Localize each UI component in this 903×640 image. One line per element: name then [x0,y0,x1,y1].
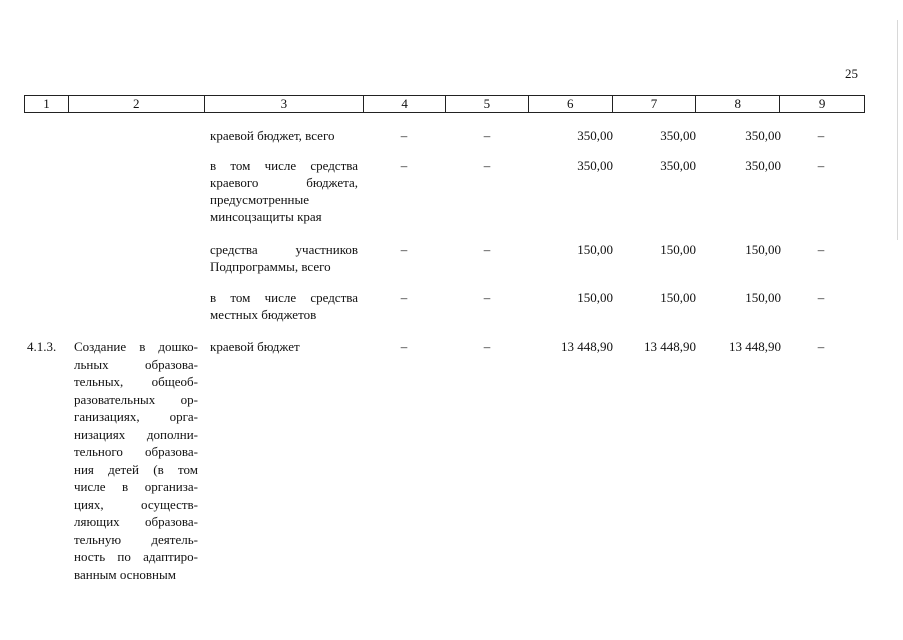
cell-col5: – [483,339,491,354]
table-header-row [24,95,865,113]
description-line: низациях дополни- [74,426,198,442]
header-cell-6: 6 [529,96,613,112]
header-cell-3: 3 [205,96,365,112]
header-cell-5: 5 [446,96,529,112]
cell-col8: 350,00 [745,128,781,143]
item-description [74,338,198,583]
page-edge-line [897,20,898,240]
cell-col9: – [817,242,825,257]
funding-source: в том числе средства краевого бюджета, предусмотренные минсоцзащиты края [210,158,358,224]
cell-col5: – [483,242,491,257]
cell-col9: – [817,158,825,173]
funding-source: краевой бюджет [210,339,300,354]
header-cell-1: 1 [25,96,69,112]
description-line: ванным основным [74,566,176,582]
description-line: льных образова- [74,356,198,372]
cell-col4: – [400,158,408,173]
header-cell-8: 8 [696,96,780,112]
cell-col8: 350,00 [745,158,781,173]
funding-source: средства участников Подпрограммы, всего [210,242,358,274]
description-line: числе в организа- [74,479,198,494]
cell-col8: 150,00 [745,242,781,257]
cell-col4: – [400,339,408,354]
cell-col6: 350,00 [577,128,613,143]
description-line: разовательных ор- [74,391,198,407]
description-line: тельных, общеоб- [74,374,198,389]
cell-col5: – [483,290,491,305]
cell-col4: – [400,290,408,305]
cell-col4: – [400,128,408,143]
description-line: ляющих образова- [74,514,198,529]
cell-col6: 150,00 [577,242,613,257]
cell-col7: 350,00 [660,128,696,143]
cell-col7: 350,00 [660,158,696,173]
cell-col6: 150,00 [577,290,613,305]
cell-col6: 13 448,90 [561,339,613,354]
cell-col5: – [483,158,491,173]
cell-col7: 150,00 [660,290,696,305]
description-line: Создание в дошко- [74,339,198,354]
page-number: 25 [845,66,858,81]
description-line: тельного образова- [74,444,198,459]
cell-col5: – [483,128,491,143]
cell-col9: – [817,339,825,354]
description-line: ность по адаптиро- [74,549,198,564]
header-cell-7: 7 [613,96,697,112]
funding-source: краевой бюджет, всего [210,128,335,143]
description-line: ганизациях, орга- [74,409,198,424]
header-cell-4: 4 [364,96,446,112]
header-cell-9: 9 [818,96,826,111]
cell-col6: 350,00 [577,158,613,173]
cell-col8: 13 448,90 [729,339,781,354]
funding-source: в том числе средства местных бюджетов [210,290,358,322]
description-line: ния детей (в том [74,461,198,477]
header-cell-2: 2 [69,96,205,112]
description-line: циях, осуществ- [74,496,198,512]
cell-col9: – [817,290,825,305]
item-number: 4.1.3. [27,339,57,354]
cell-col8: 150,00 [745,290,781,305]
cell-col7: 13 448,90 [644,339,696,354]
cell-col7: 150,00 [660,242,696,257]
cell-col9: – [817,128,825,143]
description-line: тельную деятель- [74,531,198,547]
cell-col4: – [400,242,408,257]
